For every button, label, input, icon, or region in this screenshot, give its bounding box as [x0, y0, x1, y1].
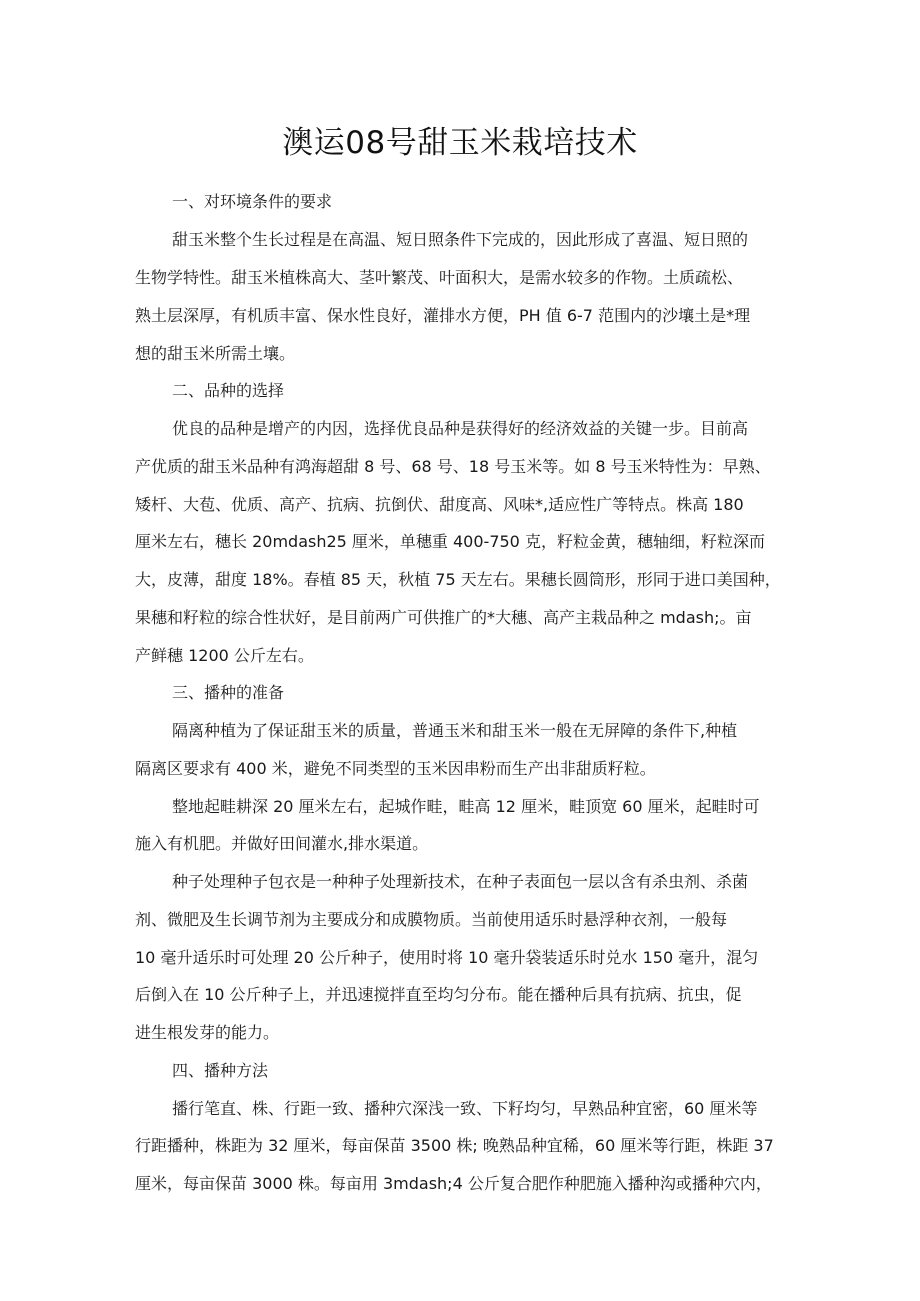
paragraph-line: 隔离区要求有 400 米，避免不同类型的玉米因串粉而生产出非甜质籽粒。 [135, 759, 656, 778]
paragraph-line: 整地起畦耕深 20 厘米左右，起城作畦，畦高 12 厘米，畦顶宽 60 厘米，起畦时可 [172, 797, 760, 816]
paragraph-line: 甜玉米整个生长过程是在高温、短日照条件下完成的，因此形成了喜温、短日照的 [172, 230, 749, 249]
paragraph-line: 隔离种植为了保证甜玉米的质量，普通玉米和甜玉米一般在无屏障的条件下,种植 [172, 721, 738, 740]
paragraph-line: 产鲜穗 1200 公斤左右。 [135, 646, 314, 665]
paragraph-line: 行距播种，株距为 32 厘米，每亩保苗 3500 株; 晚熟品种宜稀，60 厘米等行距，株距 37 [135, 1136, 774, 1155]
page-title: 澳运08号甜玉米栽培技术 [282, 125, 638, 161]
paragraph-line: 播行笔直、株、行距一致、播种穴深浅一致、下籽均匀，早熟品种宜密，60 厘米等 [172, 1099, 758, 1118]
paragraph-line: 后倒入在 10 公斤种子上，并迅速搅拌直至均匀分布。能在播种后具有抗病、抗虫，促 [135, 985, 742, 1004]
paragraph-line: 剂、微肥及生长调节剂为主要成分和成膜物质。当前使用适乐时悬浮种衣剂，一般每 [135, 910, 728, 929]
paragraph-line: 果穗和籽粒的综合性状好，是目前两广可供推广的*大穗、高产主栽品种之 mdash;。亩 [135, 608, 752, 627]
paragraph-line: 优良的品种是增产的内因，选择优良品种是获得好的经济效益的关键一步。目前高 [172, 419, 749, 438]
paragraph-line: 厘米左右，穗长 20mdash25 厘米，单穗重 400-750 克，籽粒金黄，穗轴细，籽粒深而 [135, 532, 765, 551]
section-heading: 一、对环境条件的要求 [172, 192, 333, 211]
paragraph-line: 想的甜玉米所需土壤。 [135, 344, 296, 363]
paragraph-line: 大，皮薄，甜度 18%。春植 85 天，秋植 75 天左右。果穗长圆筒形，形同于进口美国种， [135, 570, 781, 589]
section-heading: 三、播种的准备 [172, 683, 285, 702]
paragraph-line: 进生根发芽的能力。 [135, 1023, 280, 1042]
section-heading: 二、品种的选择 [172, 381, 285, 400]
paragraph-line: 生物学特性。甜玉米植株高大、茎叶繁茂、叶面积大，是需水较多的作物。土质疏松、 [135, 268, 744, 287]
section-heading: 四、播种方法 [172, 1061, 269, 1080]
paragraph-line: 施入有机肥。并做好田间灌水,排水渠道。 [135, 834, 429, 853]
paragraph-line: 厘米，每亩保苗 3000 株。每亩用 3mdash;4 公斤复合肥作种肥施入播种沟或播种穴内， [135, 1174, 772, 1193]
paragraph-line: 产优质的甜玉米品种有鸿海超甜 8 号、68 号、18 号玉米等。如 8 号玉米特性为：早熟、 [135, 457, 771, 476]
paragraph-line: 熟土层深厚，有机质丰富、保水性良好，灌排水方便，PH 值 6-7 范围内的沙壤土是*理 [135, 306, 751, 325]
paragraph-line: 种子处理种子包衣是一种种子处理新技术，在种子表面包一层以含有杀虫剂、杀菌 [172, 872, 749, 891]
paragraph-line: 矮杆、大苞、优质、高产、抗病、抗倒伏、甜度高、风味*,适应性广等特点。株高 180 [135, 495, 744, 514]
paragraph-line: 10 毫升适乐时可处理 20 公斤种子，使用时将 10 毫升袋装适乐时兑水 150 毫升，混匀 [135, 948, 759, 967]
